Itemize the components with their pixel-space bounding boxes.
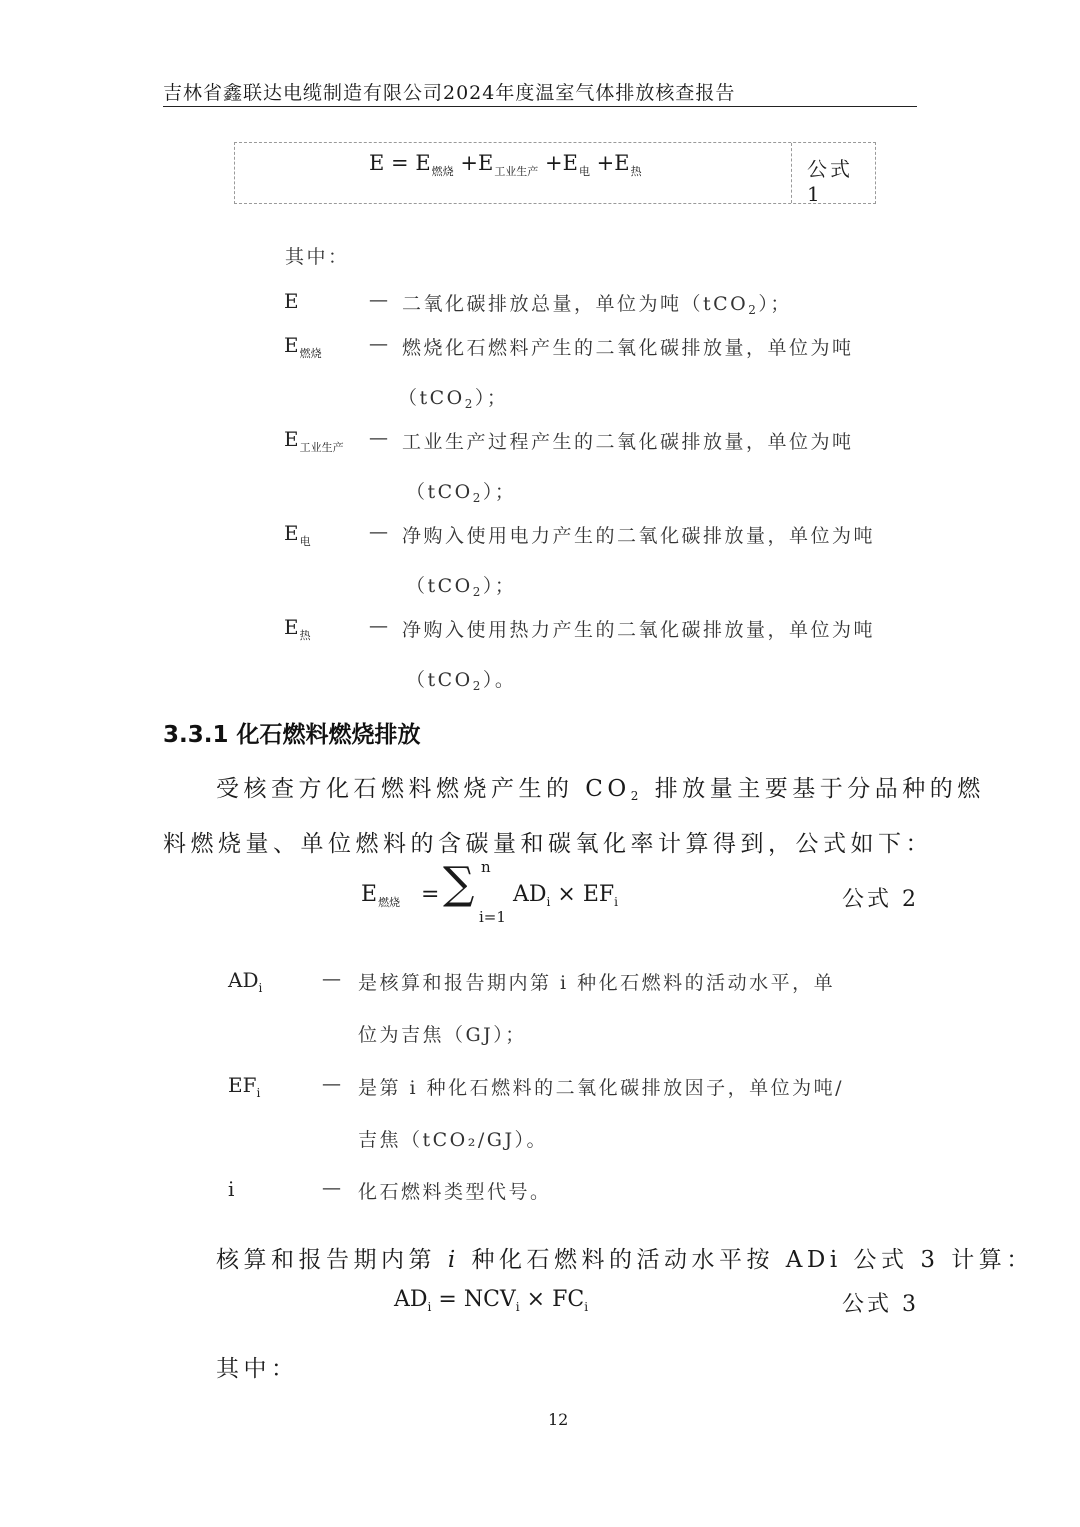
legend-symbol: $EF_i$ (228, 1073, 261, 1100)
sum-symbol: ∑ (443, 858, 475, 909)
legend-symbol: $E_电$ (284, 521, 311, 548)
formula-terms: $AD_i \times EF_i$ (513, 882, 618, 909)
report-header: 吉林省鑫联达电缆制造有限公司2024年度温室气体排放核查报告 (163, 82, 736, 104)
formula-1 (369, 151, 642, 179)
where-label: 其中： (285, 246, 350, 268)
legend-dash: — (369, 289, 388, 311)
formula-operator: + (545, 151, 563, 175)
legend-description: 化石燃料类型代号。 (358, 1181, 552, 1203)
formula-subscript: 工业生产 (494, 165, 539, 178)
page-number: 12 (548, 1410, 569, 1429)
formula-subscript: 热 (630, 165, 642, 178)
formula-symbol: E (477, 151, 494, 175)
formula-subscript: 电 (578, 165, 590, 178)
legend-dash: — (322, 1177, 341, 1199)
legend-description-cont: 位为吉焦（GJ）； (358, 1024, 527, 1046)
legend-symbol: i (228, 1177, 235, 1201)
legend-dash: — (369, 427, 388, 449)
legend-dash: — (322, 968, 341, 990)
formula-1-box (234, 142, 876, 204)
legend-description-cont: （tCO$_2$）； (398, 387, 509, 411)
legend-description: 净购入使用热力产生的二氧化碳排放量，单位为吨 (402, 619, 876, 641)
legend-dash: — (369, 521, 388, 543)
legend-description-cont: （tCO$_2$）； (406, 481, 517, 505)
formula-symbol: E (614, 151, 630, 175)
formula-operator: = (421, 882, 440, 907)
formula-subscript: 燃烧 (431, 165, 454, 178)
legend-symbol: $AD_i$ (228, 968, 263, 995)
legend-symbol: $E_{工业生产}$ (284, 427, 344, 454)
legend-description: 是核算和报告期内第 i 种化石燃料的活动水平，单 (358, 972, 836, 994)
legend-description: 燃烧化石燃料产生的二氧化碳排放量，单位为吨 (402, 337, 854, 359)
formula-lhs: $E_{燃烧}$ (361, 882, 401, 909)
sum-upper-limit: n (481, 858, 491, 876)
formula-3-label: 公式 3 (842, 1292, 919, 1317)
legend-description: 净购入使用电力产生的二氧化碳排放量，单位为吨 (402, 525, 876, 547)
formula-2 (361, 858, 661, 932)
formula-symbol: E (369, 151, 385, 175)
legend-dash: — (322, 1073, 341, 1095)
legend-description-cont: 吉焦（tCO₂/GJ）。 (358, 1129, 549, 1151)
section-title: 3.3.1 化石燃料燃烧排放 (163, 722, 421, 748)
legend-description: 二氧化碳排放总量，单位为吨（tCO$_2$）； (402, 293, 792, 317)
formula-operator: + (596, 151, 615, 175)
formula-symbol: E (562, 151, 578, 175)
legend-symbol: $E_热$ (284, 615, 311, 642)
formula-3: $AD_i = NCV_i \times FC_i$ (394, 1287, 589, 1314)
formula-operator: + (460, 151, 478, 175)
formula-operator: = (391, 151, 409, 175)
legend-description-cont: （tCO$_2$）； (406, 575, 517, 599)
legend-dash: — (369, 615, 388, 637)
body-paragraph-line: 核算和报告期内第 i 种化石燃料的活动水平按 ADi 公式 3 计算： (216, 1247, 1034, 1273)
body-paragraph-line: 料燃烧量、单位燃料的含碳量和碳氧化率计算得到，公式如下： (163, 831, 933, 857)
legend-description: 是第 i 种化石燃料的二氧化碳排放因子，单位为吨/ (358, 1077, 845, 1099)
formula-2-label: 公式 2 (842, 887, 919, 912)
legend-symbol: $E_{燃烧}$ (284, 333, 322, 360)
legend-symbol: E (284, 289, 299, 313)
legend-dash: — (369, 333, 388, 355)
header-rule (163, 106, 917, 107)
formula-1-label: 公式 1 (807, 157, 853, 206)
legend-description-cont: （tCO$_2$）。 (406, 669, 517, 693)
legend-description: 工业生产过程产生的二氧化碳排放量，单位为吨 (402, 431, 854, 453)
where-label: 其中： (216, 1356, 299, 1382)
body-paragraph-line: 受核查方化石燃料燃烧产生的 CO2 排放量主要基于分品种的燃 (216, 776, 985, 803)
sum-lower-limit: i=1 (479, 908, 506, 926)
formula-box-divider (791, 143, 792, 203)
formula-symbol: E (415, 151, 431, 175)
